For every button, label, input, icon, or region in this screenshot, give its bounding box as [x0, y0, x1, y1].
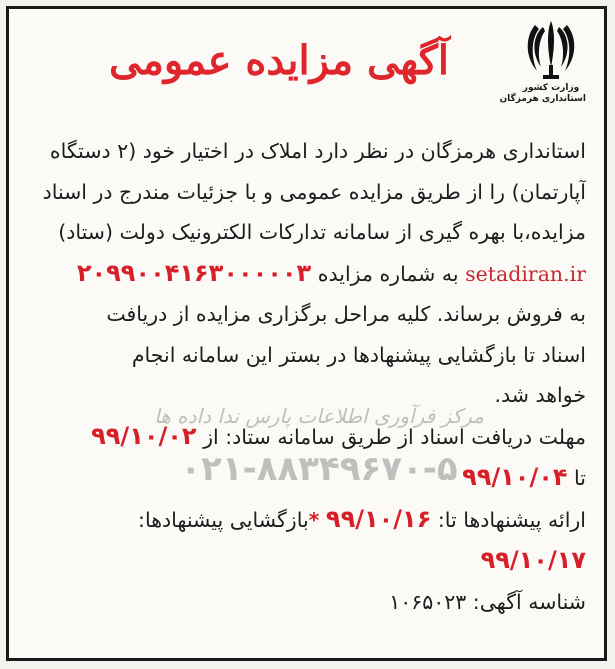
body-line-4 [21, 253, 586, 295]
deadline-to-date: ۹۹/۱۰/۰۴ [462, 463, 568, 491]
notice-body [21, 131, 586, 622]
body-line-3: مزایده،با بهره گیری از سامانه تدارکات الکترونیک دولت (ستاد) [58, 220, 586, 244]
offers-line [21, 499, 586, 541]
notice-frame [6, 6, 607, 661]
auction-number: ۲۰۹۹۰۰۴۱۶۳۰۰۰۰۰۳ [76, 258, 312, 287]
deadline-to-line [21, 457, 586, 499]
deadline-label: مهلت دریافت اسناد از طریق سامانه ستاد: از [203, 424, 586, 449]
body-line-5: به فروش برساند. کلیه مراحل برگزاری مزایده از دریافت [106, 302, 586, 326]
ad-id-label: شناسه آگهی: [472, 589, 586, 614]
opening-line [21, 540, 586, 582]
ad-id-line [21, 582, 586, 623]
offers-date: ۹۹/۱۰/۱۶ [325, 504, 432, 533]
watermark-text: مرکز فرآوری اطلاعات پارس ندا داده ها [154, 404, 484, 428]
ad-id-value: ۱۰۶۵۰۲۳ [389, 589, 467, 614]
ministry-emblem [499, 17, 586, 115]
body-line-2: آپارتمان) را از طریق مزایده عمومی و با جزئیات مندرج در اسناد [42, 179, 586, 204]
deadline-to-label: تا [574, 466, 586, 490]
offers-label: ارائه پیشنهادها تا: [437, 507, 586, 532]
separator-star: * [308, 507, 320, 532]
opening-date: ۹۹/۱۰/۱۷ [480, 546, 586, 574]
watermark-phone: ۰۲۱-۸۸۳۴۹۶۷۰-۵ [180, 449, 458, 489]
auction-number-label: به شماره مزایده [317, 261, 459, 286]
setadiran-link[interactable]: setadiran.ir [465, 261, 586, 286]
opening-label: بازگشایی پیشنهادها: [138, 507, 309, 532]
page-title: آگهی مزایده عمومی [109, 37, 449, 84]
governorate-name: استانداری هرمزگان [499, 94, 586, 104]
notice-header [9, 9, 604, 119]
iran-emblem-icon [523, 17, 579, 83]
deadline-from-date: ۹۹/۱۰/۰۲ [91, 421, 197, 450]
body-line-7: خواهد شد. [494, 383, 586, 407]
ministry-name: وزارت کشور [522, 83, 580, 93]
deadline-line [21, 416, 586, 458]
body-line-1: استانداری هرمزگان در نظر دارد املاک در اختیار خود (۲ دستگاه [49, 139, 586, 163]
body-line-6: اسناد تا بازگشایی پیشنهادها در بستر این سامانه انجام [131, 342, 586, 367]
